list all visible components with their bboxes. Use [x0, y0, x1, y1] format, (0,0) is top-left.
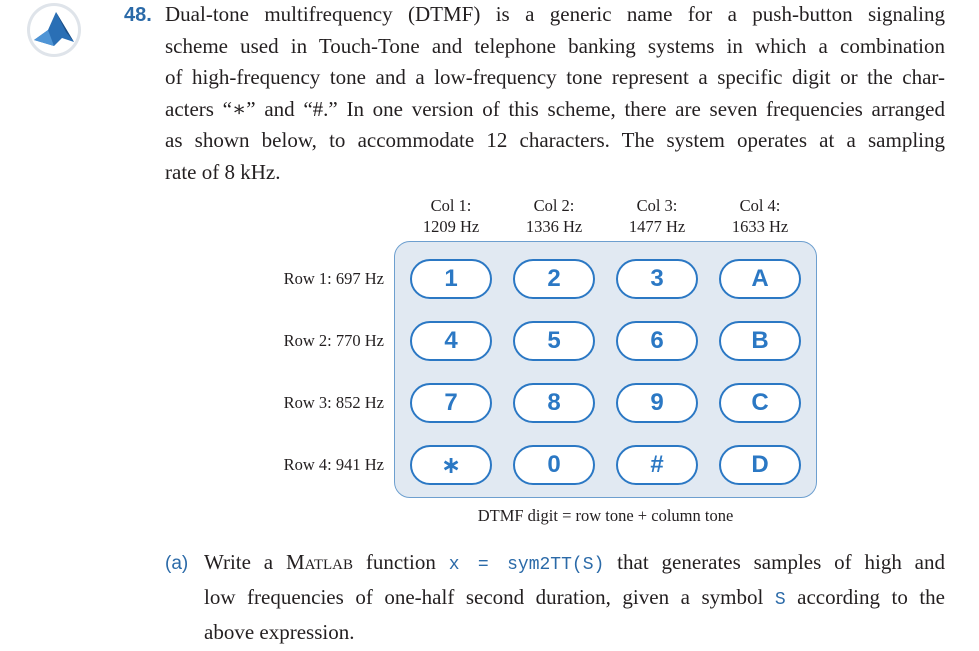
column-header-2: [504, 195, 604, 237]
code-symbol: S: [774, 590, 786, 610]
column-name: Col 3:: [636, 196, 678, 215]
key-8: 8: [513, 383, 595, 423]
key-6: 6: [616, 321, 698, 361]
key-4: 4: [410, 321, 492, 361]
column-name: Col 1:: [430, 196, 472, 215]
part-a-line: [204, 546, 945, 581]
key-c: C: [719, 383, 801, 423]
key-0: 0: [513, 445, 595, 485]
text-segment: that generates samples of high and: [604, 550, 945, 574]
row-label-1: Row 1: 697 Hz: [283, 269, 384, 288]
text-segment: according to the: [785, 585, 945, 609]
key-hash: #: [616, 445, 698, 485]
key-a: A: [719, 259, 801, 299]
part-a-line: [204, 581, 945, 616]
problem-number: 48.: [124, 4, 152, 26]
text-segment: Write a: [204, 550, 286, 574]
key-5: 5: [513, 321, 595, 361]
row-label-4: Row 4: 941 Hz: [283, 455, 384, 474]
part-a-text: [204, 546, 945, 648]
column-frequency: 1336 Hz: [525, 217, 583, 236]
code-expression: x = sym2TT(S): [448, 555, 605, 575]
column-frequency: 1633 Hz: [731, 217, 789, 236]
column-frequency: 1209 Hz: [422, 217, 480, 236]
column-header-1: [401, 195, 501, 237]
text-segment: low frequencies of one-half second duration, given a symbol: [204, 585, 775, 609]
column-name: Col 2:: [533, 196, 575, 215]
key-star: ∗: [410, 445, 492, 485]
key-2: 2: [513, 259, 595, 299]
problem-line: acters “∗” and “#.” In one version of this scheme, there are seven frequencies arranged: [165, 96, 945, 121]
problem-statement: [165, 0, 945, 189]
key-3: 3: [616, 259, 698, 299]
problem-line: Dual-tone multifrequency (DTMF) is a generic name for a push-button signaling: [165, 2, 945, 26]
problem-line: rate of 8 kHz.: [165, 159, 281, 184]
key-7: 7: [410, 383, 492, 423]
dtmf-keypad: [394, 241, 817, 498]
key-1: 1: [410, 259, 492, 299]
row-label-2: Row 2: 770 Hz: [283, 331, 384, 350]
figure-caption: DTMF digit = row tone + column tone: [477, 506, 734, 525]
matlab-logo-icon: [26, 2, 82, 58]
column-frequency: 1477 Hz: [628, 217, 686, 236]
key-b: B: [719, 321, 801, 361]
column-header-3: [607, 195, 707, 237]
text-segment: function: [353, 550, 449, 574]
row-label-3: Row 3: 852 Hz: [283, 393, 384, 412]
problem-line: as shown below, to accommodate 12 characters. The system operates at a sampling: [165, 128, 945, 153]
problem-line: of high-frequency tone and a low-frequency tone represent a specific digit or the char-: [165, 65, 945, 90]
problem-line: scheme used in Touch-Tone and telephone banking systems in which a combination: [165, 33, 945, 58]
key-9: 9: [616, 383, 698, 423]
matlab-name: Matlab: [285, 550, 353, 574]
key-d: D: [719, 445, 801, 485]
part-a-line: above expression.: [204, 620, 355, 644]
part-a-label: (a): [165, 553, 189, 574]
column-name: Col 4:: [739, 196, 781, 215]
column-header-4: [710, 195, 810, 237]
